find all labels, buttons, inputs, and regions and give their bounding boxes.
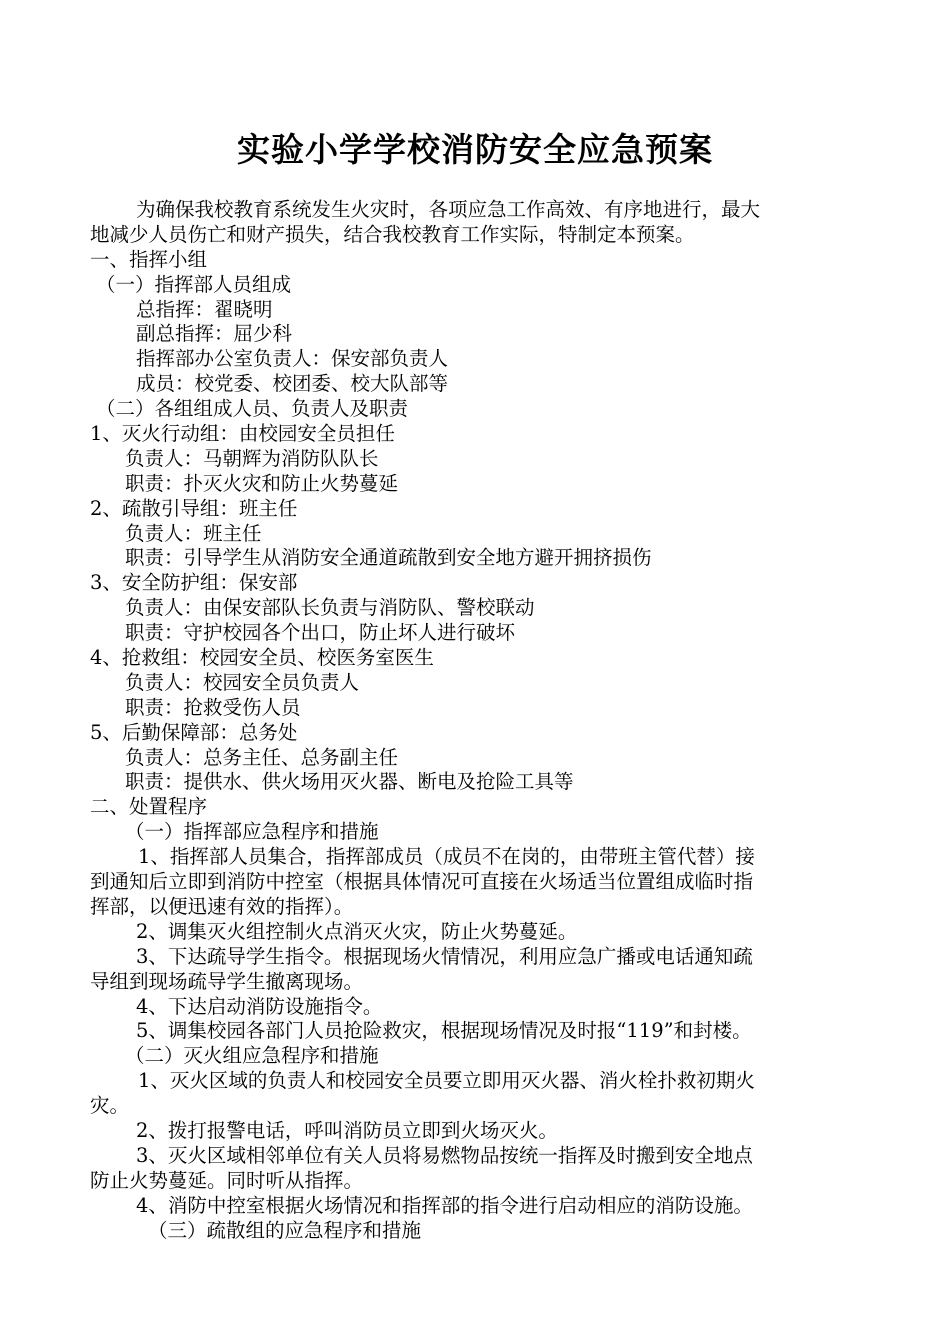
text-line: 职责：抢救受伤人员 — [125, 695, 301, 719]
list-item: 4、抢救组：校园安全员、校医务室医生 — [90, 646, 434, 670]
text-line: 职责：守护校园各个出口，防止坏人进行破坏 — [125, 621, 516, 645]
text-line: 2、调集灭火组控制火点消灭火灾，防止火势蔓延。 — [136, 919, 578, 943]
text-line: 防止火势蔓延。同时听从指挥。 — [90, 1168, 364, 1192]
subsection-heading: （一）指挥部应急程序和措施 — [125, 820, 379, 844]
subsection-heading: （二）灭火组应急程序和措施 — [125, 1044, 379, 1068]
section-heading: 一、指挥小组 — [90, 247, 208, 271]
text-line: 4、下达启动消防设施指令。 — [136, 994, 383, 1018]
text-line: 导组到现场疏导学生撤离现场。 — [90, 969, 364, 993]
intro-paragraph-line: 为确保我校教育系统发生火灾时，各项应急工作高效、有序地进行，最大 — [136, 198, 761, 221]
list-item: 2、疏散引导组：班主任 — [90, 496, 298, 520]
list-item: 5、后勤保障部：总务处 — [90, 720, 298, 744]
text-line: 5、调集校园各部门人员抢险救灾，根据现场情况及时报“119”和封楼。 — [136, 1019, 752, 1043]
text-line: 负责人：马朝辉为消防队队长 — [125, 446, 379, 470]
intro-paragraph-line: 地减少人员伤亡和财产损失，结合我校教育工作实际，特制定本预案。 — [90, 222, 695, 246]
text-line: 指挥部办公室负责人：保安部负责人 — [136, 347, 449, 371]
text-line: 负责人：班主任 — [125, 521, 262, 545]
subsection-heading: （三）疏散组的应急程序和措施 — [148, 1218, 422, 1242]
text-line: 1、灭火区域的负责人和校园安全员要立即用灭火器、消火栓扑救初期火 — [138, 1069, 755, 1093]
text-line: 职责：提供水、供火场用灭火器、断电及抢险工具等 — [125, 770, 574, 794]
section-heading: 二、处置程序 — [90, 795, 208, 819]
document-body — [90, 198, 860, 1243]
list-item: 3、安全防护组：保安部 — [90, 571, 298, 595]
text-line: 2、拨打报警电话，呼叫消防员立即到火场灭火。 — [136, 1118, 558, 1142]
text-line: 职责：扑灭火灾和防止火势蔓延 — [125, 471, 399, 495]
list-item: 1、灭火行动组：由校园安全员担任 — [90, 422, 395, 446]
text-line: 总指挥：翟晓明 — [136, 297, 273, 321]
text-line: 职责：引导学生从消防安全通道疏散到安全地方避开拥挤损伤 — [125, 546, 652, 570]
text-line: 到通知后立即到消防中控室（根据具体情况可直接在火场适当位置组成临时指 — [90, 870, 754, 894]
text-line: 3、下达疏导学生指令。根据现场火情情况，利用应急广播或电话通知疏 — [136, 944, 753, 968]
text-line: 负责人：校园安全员负责人 — [125, 670, 360, 694]
text-line: 1、指挥部人员集合，指挥部成员（成员不在岗的，由带班主管代替）接 — [138, 845, 755, 869]
subsection-heading: （一）指挥部人员组成 — [96, 272, 292, 296]
text-line: 3、灭火区域相邻单位有关人员将易燃物品按统一指挥及时搬到安全地点 — [136, 1143, 753, 1167]
text-line: 负责人：由保安部队长负责与消防队、警校联动 — [125, 596, 535, 620]
text-line: 挥部，以便迅速有效的指挥）。 — [90, 894, 354, 918]
text-line: 4、消防中控室根据火场情况和指挥部的指令进行启动相应的消防设施。 — [136, 1193, 753, 1217]
text-line: 负责人：总务主任、总务副主任 — [125, 745, 399, 769]
text-line: 成员：校党委、校团委、校大队部等 — [136, 372, 449, 396]
text-line: 副总指挥：屈少科 — [136, 322, 293, 346]
document-title: 实验小学学校消防安全应急预案 — [237, 130, 713, 169]
text-line: 灾。 — [90, 1094, 130, 1118]
subsection-heading: （二）各组组成人员、负责人及职责 — [96, 397, 409, 421]
